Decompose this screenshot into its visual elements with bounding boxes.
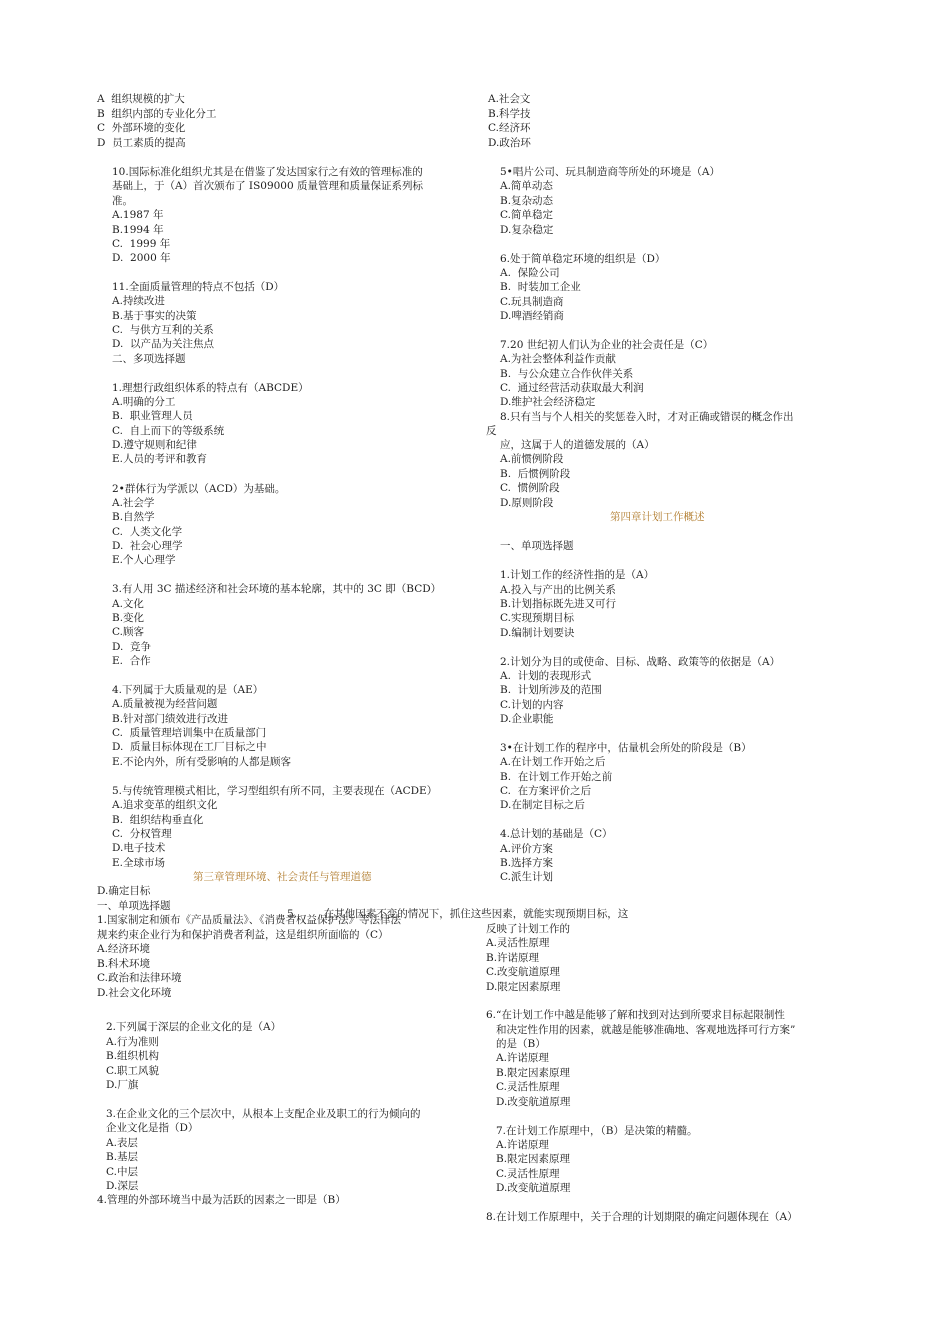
text-line: B. 在计划工作开始之前: [500, 771, 613, 783]
text-line: 和决定性作用的因素，就越是能够准确地、客观地选择可行方案”: [496, 1024, 796, 1036]
text-line: D. 质量目标体现在工厂目标之中: [112, 741, 267, 753]
text-line: B.复杂动态: [500, 195, 554, 207]
text-line: 6.处于简单稳定环境的组织是（D）: [500, 253, 666, 265]
text-line: A.质量被视为经营问题: [112, 698, 218, 710]
text-line: A.社会文: [488, 93, 531, 105]
text-line: D. 以产品为关注焦点: [112, 338, 215, 350]
text-line: C. 质量管理培训集中在质量部门: [112, 727, 267, 739]
text-line: C. 自上而下的等级系统: [112, 425, 225, 437]
text-line: D.限定因素原理: [486, 981, 561, 993]
text-line: 8.只有当与个人相关的奖惩卷入时，才对正确或错误的概念作出: [500, 411, 794, 423]
text-line: B.组织机构: [106, 1050, 160, 1062]
text-line: 准。: [112, 195, 133, 207]
text-line: D. 竞争: [112, 641, 152, 653]
text-line: B 组织内部的专业化分工: [97, 108, 217, 120]
text-line: 10.国际标准化组织尤其是在借鉴了发达国家行之有效的管理标准的: [112, 166, 423, 178]
text-line: D.社会文化环境: [97, 987, 172, 999]
text-line: A.为社会整体利益作贡献: [500, 353, 616, 365]
text-line: A.评价方案: [500, 843, 553, 855]
text-line: C.玩具制造商: [500, 296, 564, 308]
text-line: 6.“在计划工作中越是能够了解和找到对达到所要求目标起限制性: [486, 1009, 785, 1021]
text-line: C.改变航道原理: [486, 966, 560, 978]
text-line: A.社会学: [112, 497, 155, 509]
text-line: D. 2000 年: [112, 252, 171, 264]
text-line: A.明确的分工: [112, 396, 176, 408]
text-line: A.前惯例阶段: [500, 453, 564, 465]
text-line: D.原则阶段: [500, 497, 554, 509]
text-line: 1.理想行政组织体系的特点有（ABCDE）: [112, 382, 309, 394]
text-line: B.限定因素原理: [496, 1153, 571, 1165]
text-line: A.经济环境: [97, 943, 150, 955]
text-line: D.啤酒经销商: [500, 310, 564, 322]
text-line: 1.计划工作的经济性指的是（A）: [500, 569, 655, 581]
text-line: 4.管理的外部环境当中最为活跃的因素之一即是（B）: [97, 1194, 346, 1206]
text-line: C.中层: [106, 1166, 138, 1178]
text-line: D 员工素质的提高: [97, 137, 186, 149]
text-line: B.1994 年: [112, 224, 164, 236]
text-line: A. 保险公司: [500, 267, 560, 279]
text-line: D.深层: [106, 1180, 139, 1192]
text-line: C. 在方案评价之后: [500, 785, 592, 797]
text-line: 4.总计划的基础是（C）: [500, 828, 613, 840]
text-line: A.许诺原理: [496, 1052, 549, 1064]
text-line: A.持续改进: [112, 295, 165, 307]
chapter-heading: 第三章管理环境、社会责任与管理道德: [193, 871, 372, 883]
text-line: A.许诺原理: [496, 1139, 549, 1151]
text-line: B.科学技: [488, 108, 531, 120]
text-line: B.基层: [106, 1151, 139, 1163]
text-line: A. 计划的表现形式: [500, 670, 592, 682]
text-line: D.电子技术: [112, 842, 166, 854]
text-line: 11.全面质量管理的特点不包括（D）: [112, 281, 285, 293]
text-line: C. 惯例阶段: [500, 482, 560, 494]
text-line: 的是（B）: [496, 1038, 546, 1050]
chapter-heading: 第四章计划工作概述: [610, 511, 705, 523]
text-line: 一、单项选择题: [500, 540, 574, 552]
text-line: 7.20 世纪初人们认为企业的社会责任是（C）: [500, 339, 714, 351]
text-line: 反: [486, 425, 497, 437]
text-line: E. 合作: [112, 655, 151, 667]
text-line: C.灵活性原理: [496, 1168, 560, 1180]
text-line: D.改变航道原理: [496, 1096, 571, 1108]
text-line: C.职工风貌: [106, 1065, 159, 1077]
text-line: B.计划指标既先进又可行: [500, 598, 617, 610]
text-line: D.编制计划要诀: [500, 627, 575, 639]
text-line: D.复杂稳定: [500, 224, 554, 236]
text-line: 基础上，于（A）首次颁布了 IS09000 质量管理和质量保证系列标: [112, 180, 423, 192]
text-line: A.行为准则: [106, 1036, 159, 1048]
text-line: B.限定因素原理: [496, 1067, 571, 1079]
text-line: B.许诺原理: [486, 952, 540, 964]
text-line: C. 通过经营活动获取最大利润: [500, 382, 644, 394]
text-line: B.基于事实的决策: [112, 310, 197, 322]
text-line: 2•群体行为学派以（ACD）为基础。: [112, 483, 286, 495]
text-line: C. 分权管理: [112, 828, 172, 840]
text-line: 一、单项选择题: [97, 900, 171, 912]
text-line: A.追求变革的组织文化: [112, 799, 218, 811]
text-line: E.不论内外，所有受影响的人都是顾客: [112, 756, 292, 768]
text-line: B.选择方案: [500, 857, 554, 869]
text-line: B. 后惯例阶段: [500, 468, 571, 480]
text-line: C.实现预期目标: [500, 612, 574, 624]
text-line: B. 与公众建立合作伙伴关系: [500, 368, 634, 380]
text-line: 企业文化是指（D）: [106, 1122, 199, 1134]
text-line: C.简单稳定: [500, 209, 553, 221]
text-line: 4.下列属于大质量观的是（AE）: [112, 684, 264, 696]
text-line: 二、多项选择题: [112, 353, 186, 365]
text-line: B.科术环境: [97, 958, 151, 970]
text-line: D.企业职能: [500, 713, 554, 725]
text-line: B.自然学: [112, 511, 155, 523]
text-line: 5•唱片公司、玩具制造商等所处的环境是（A）: [500, 166, 720, 178]
text-line: 7.在计划工作原理中，（B）是决策的精髓。: [496, 1125, 698, 1137]
text-line: 5.与传统管理模式相比，学习型组织有所不同，主要表现在（ACDE）: [112, 785, 438, 797]
text-line: C.政治和法律环境: [97, 972, 182, 984]
text-line: 2.计划分为目的或使命、目标、战略、政策等的依据是（A）: [500, 656, 781, 668]
text-line: C.经济环: [488, 122, 531, 134]
text-line: E.人员的考评和教育: [112, 453, 208, 465]
text-line: B. 时装加工企业: [500, 281, 581, 293]
text-line: B. 计划所涉及的范围: [500, 684, 602, 696]
text-line: E.全球市场: [112, 857, 166, 869]
text-line: B.针对部门绩效进行改进: [112, 713, 229, 725]
text-line: 1.国家制定和颁布《产品质量法》、《消费者权益保护法》等法律法: [97, 914, 402, 926]
text-line: C 外部环境的变化: [97, 122, 186, 134]
text-line: E.个人心理学: [112, 554, 176, 566]
text-line: 3.在企业文化的三个层次中，从根本上支配企业及职工的行为倾向的: [106, 1108, 421, 1120]
text-line: 应，这属于人的道德发展的（A）: [500, 439, 655, 451]
text-line: 规来约束企业行为和保护消费者利益，这是组织所面临的（C）: [97, 929, 389, 941]
text-line: 2.下列属于深层的企业文化的是（A）: [106, 1021, 282, 1033]
text-line: C. 与供方互利的关系: [112, 324, 214, 336]
text-line: 5. 在其他因素不变的情况下，抓住这些因素，就能实现预期目标，这: [287, 908, 629, 920]
text-line: D.改变航道原理: [496, 1182, 571, 1194]
text-line: A.文化: [112, 598, 144, 610]
text-line: C.计划的内容: [500, 699, 564, 711]
text-line: C.顾客: [112, 626, 144, 638]
text-line: D.政治环: [488, 137, 531, 149]
text-line: A.在计划工作开始之后: [500, 756, 606, 768]
text-line: B. 职业管理人员: [112, 410, 193, 422]
text-line: 3•在计划工作的程序中，估量机会所处的阶段是（B）: [500, 742, 752, 754]
text-line: B.变化: [112, 612, 145, 624]
text-line: 反映了计划工作的: [486, 923, 570, 935]
text-line: 8.在计划工作原理中，关于合理的计划期限的确定问题体现在（A）: [486, 1211, 798, 1223]
text-line: A.1987 年: [112, 209, 164, 221]
text-line: C.灵活性原理: [496, 1081, 560, 1093]
text-line: A.投入与产出的比例关系: [500, 584, 616, 596]
text-line: A.灵活性原理: [486, 937, 550, 949]
text-line: D.遵守规则和纪律: [112, 439, 197, 451]
text-line: D. 社会心理学: [112, 540, 183, 552]
text-line: D.维护社会经济稳定: [500, 396, 596, 408]
text-line: A 组织规模的扩大: [97, 93, 185, 105]
text-line: D.在制定目标之后: [500, 799, 585, 811]
text-line: A.简单动态: [500, 180, 553, 192]
text-line: D.厂旗: [106, 1079, 139, 1091]
text-line: D.确定目标: [97, 885, 151, 897]
text-line: C. 人类文化学: [112, 526, 183, 538]
text-line: C. 1999 年: [112, 238, 171, 250]
text-line: C.派生计划: [500, 871, 553, 883]
text-line: B. 组织结构垂直化: [112, 814, 204, 826]
text-line: A.表层: [106, 1137, 138, 1149]
text-line: 3.有人用 3C 描述经济和社会环境的基本轮廓，其中的 3C 即（BCD）: [112, 583, 442, 595]
